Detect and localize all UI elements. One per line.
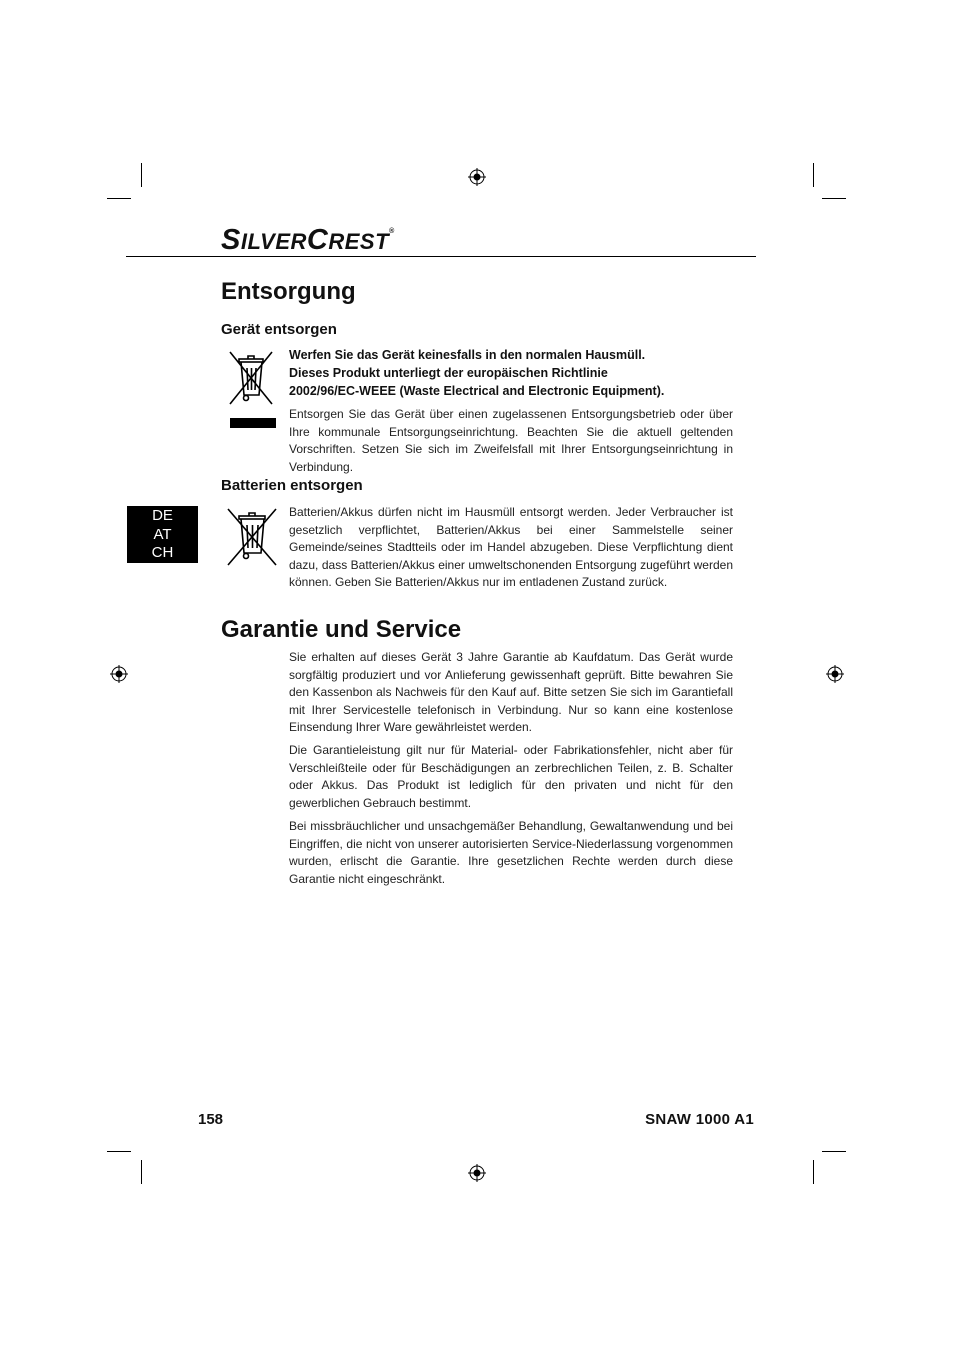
crossed-out-wheelie-bin-icon (226, 348, 276, 408)
registration-mark-icon (468, 168, 486, 186)
weee-warning (289, 346, 733, 400)
crop-mark (107, 198, 131, 199)
crop-mark (813, 1160, 814, 1184)
language-code: CH (151, 544, 174, 561)
heading-device-disposal: Gerät entsorgen (221, 321, 337, 338)
weee-warning-line: 2002/96/EC-WEEE (Waste Electrical and Electronic Equipment). (289, 384, 665, 398)
registration-mark-icon (110, 665, 128, 683)
weee-warning-line: Dieses Produkt unterliegt der europäischen Richtlinie (289, 366, 608, 380)
page-number: 158 (198, 1111, 224, 1128)
registration-mark-icon (468, 1164, 486, 1182)
crop-mark (822, 1151, 846, 1152)
silvercrest-logo: SILVERCREST® (221, 224, 395, 256)
language-tab (127, 506, 198, 563)
language-code: AT (153, 525, 172, 543)
weee-bar-symbol (230, 418, 276, 428)
model-number: SNAW 1000 A1 (645, 1111, 754, 1128)
header-rule (126, 256, 756, 257)
crossed-out-wheelie-bin-icon (224, 506, 280, 568)
crop-mark (822, 198, 846, 199)
device-disposal-text: Entsorgen Sie das Gerät über einen zugelassenen Entsorgungsbetrieb oder über Ihre kommunale Entsorgungseinrichtung. Beachten Sie die aktuell geltenden Vorschriften. Setzen Sie sich im Zweifelsfall mit Ihrer Entsorgungseinrichtung in Verbindung. (289, 407, 733, 474)
crop-mark (141, 1160, 142, 1184)
warranty-paragraph: Sie erhalten auf dieses Gerät 3 Jahre Garantie ab Kaufdatum. Das Gerät wurde sorgfältig produziert und vor Anlieferung gewissenhaft geprüft. Bitte bewahren Sie den Kassenbon als Nachweis für den Kauf auf. Bitte setzen Sie sich im Garantiefall mit Ihrer Servicestelle telefonisch in Verbindung. Nur so kann eine kostenlose Einsendung Ihrer Ware gewährleistet werden. (289, 650, 733, 734)
warranty-paragraph: Die Garantieleistung gilt nur für Material- oder Fabrikationsfehler, nicht aber für Verschleißteile oder für Beschädigungen an zerbrechlichen Teilen, z. B. Schalter oder Akkus. Das Produkt ist lediglich für den privaten und nicht für den gewerblichen Gebrauch bestimmt. (289, 743, 733, 810)
weee-warning-line: Werfen Sie das Gerät keinesfalls in den normalen Hausmüll. (289, 348, 646, 362)
battery-disposal-text: Batterien/Akkus dürfen nicht im Hausmüll entsorgt werden. Jeder Verbraucher ist gesetzlich verpflichtet, Batterien/Akkus bei einer Sammelstelle seiner Gemeinde/seines Stadtteils oder im Handel abzugeben. Diese Verpflichtung dient dazu, dass Batterien/Akkus einer umweltschonenden Entsorgung zugeführt werden können. Geben Sie Batterien/Akkus nur im entladenen Zustand zurück. (289, 505, 733, 589)
crop-mark (141, 163, 142, 187)
warranty-paragraph: Bei missbräuchlicher und unsachgemäßer Behandlung, Gewaltanwendung und bei Eingriffen, die nicht von unserer autorisierten Service-Niederlassung vorgenommen wurden, erlischt die Garantie. Ihre gesetzlichen Rechte werden durch diese Garantie nicht eingeschränkt. (289, 819, 733, 886)
crop-mark (813, 163, 814, 187)
language-code: DE (152, 507, 173, 524)
section-title-warranty: Garantie und Service (221, 616, 462, 643)
crop-mark (107, 1151, 131, 1152)
heading-battery-disposal: Batterien entsorgen (221, 477, 363, 494)
section-title-disposal: Entsorgung (221, 278, 356, 305)
registration-mark-icon (826, 665, 844, 683)
